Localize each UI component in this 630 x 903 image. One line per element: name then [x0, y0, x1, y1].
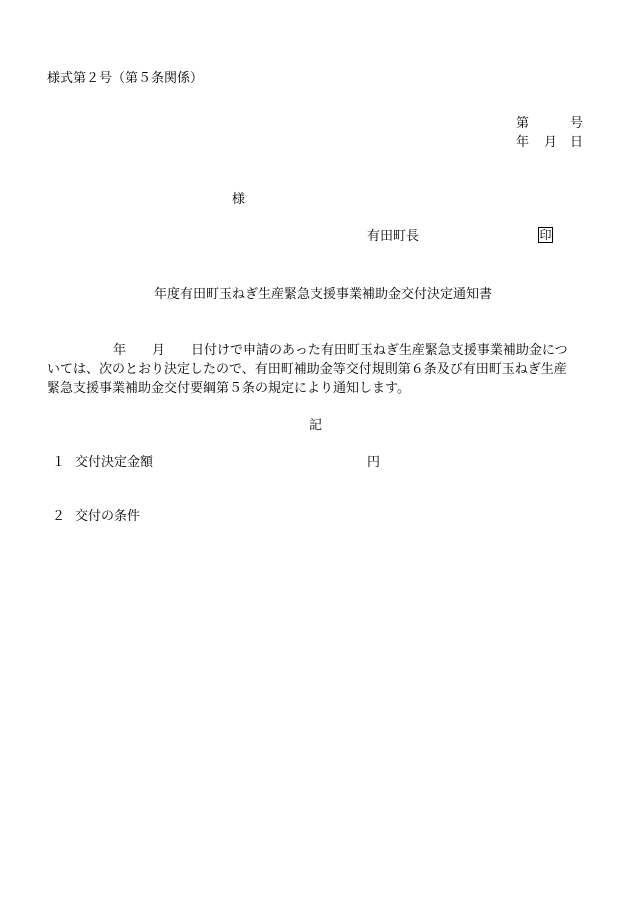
body-year-label: 年 — [113, 343, 127, 358]
body-line-2: いては、次のとおり決定したので、有田町補助金等交付規則第６条及び有田町玉ねぎ生産 — [47, 362, 567, 377]
document-number-dai: 第 — [516, 116, 530, 131]
seal-box: 印 — [539, 228, 552, 242]
form-number: 様式第２号（第５条関係） — [47, 71, 204, 86]
sender-title: 有田町長 — [367, 229, 420, 244]
item-1-unit: 円 — [367, 455, 381, 470]
date-day-label: 日 — [570, 135, 584, 150]
body-line-1 — [47, 343, 568, 359]
addressee-honorific: 様 — [232, 192, 246, 207]
document-title: 年度有田町玉ねぎ生産緊急支援事業補助金交付決定通知書 — [154, 287, 493, 302]
date-month-label: 月 — [544, 135, 558, 150]
body-line-1-text: 日付けで申請のあった有田町玉ねぎ生産緊急支援事業補助金につ — [191, 343, 568, 358]
body-line-3: 緊急支援事業補助金交付要綱第５条の規定により通知します。 — [47, 381, 410, 396]
item-2-number: ２ — [52, 509, 66, 524]
item-1-number: １ — [52, 455, 66, 470]
ki-heading: 記 — [309, 418, 323, 433]
document-number-go: 号 — [570, 116, 584, 131]
body-month-label: 月 — [152, 343, 166, 358]
item-2-label: 交付の条件 — [75, 509, 141, 524]
item-1-label: 交付決定金額 — [75, 455, 154, 470]
date-year-label: 年 — [516, 135, 530, 150]
